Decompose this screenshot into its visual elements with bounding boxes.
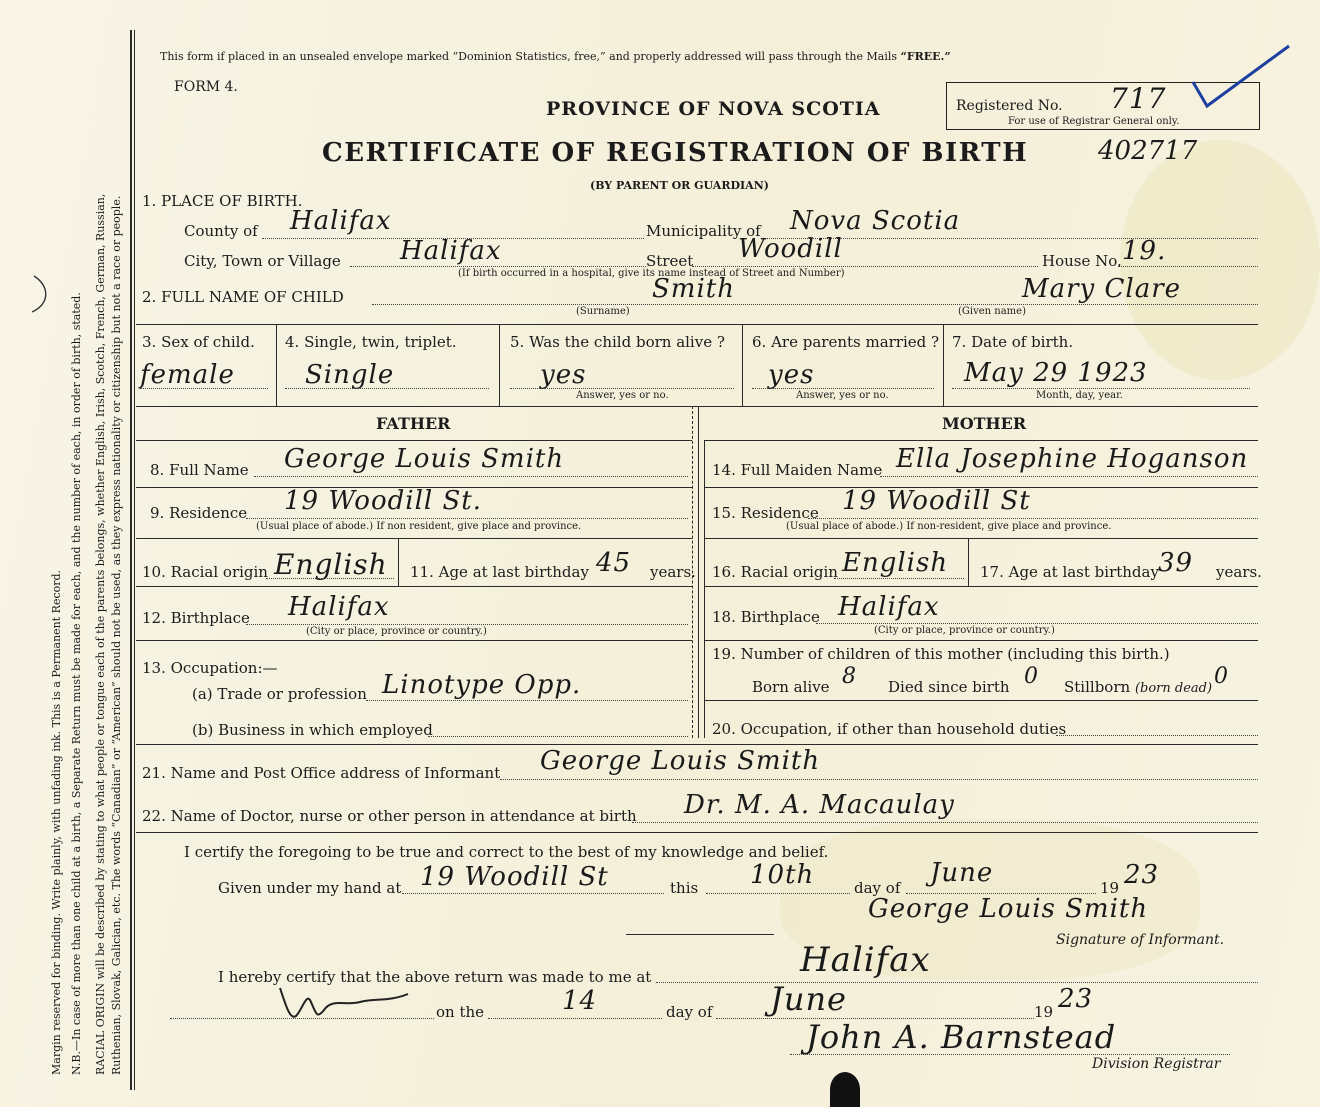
stillborn-label: Stillborn (born dead) — [1064, 678, 1213, 696]
born-alive-value: yes — [540, 360, 587, 390]
margin-rule — [130, 30, 132, 1090]
registrar-note: For use of Registrar General only. — [1008, 116, 1180, 127]
informant-signature: George Louis Smith — [868, 894, 1149, 924]
child-surname: Smith — [652, 274, 735, 304]
mother-name-value: Ella Josephine Hoganson — [896, 444, 1249, 474]
subtitle: (BY PARENT OR GUARDIAN) — [590, 179, 769, 192]
given-under-label: Given under my hand at — [218, 879, 402, 897]
house-label: House No. — [1042, 252, 1122, 270]
father-name-label: 8. Full Name — [150, 461, 249, 479]
registrar-certify-label: I hereby certify that the above return was made to me at — [218, 968, 652, 986]
mother-residence-value: 19 Woodill St — [842, 486, 1031, 516]
sex-label: 3. Sex of child. — [142, 333, 255, 351]
born-alive-count-value: 8 — [842, 664, 857, 689]
margin-instruction-3: RACIAL ORIGIN will be described by stating to what people or tongue each of the parents belongs, whether English, Irish, Scotch, French, German, Russian, — [94, 193, 107, 1075]
married-caption: Answer, yes or no. — [796, 390, 889, 401]
mother-residence-label: 15. Residence — [712, 504, 819, 522]
street-value: Woodill — [738, 234, 843, 264]
father-birthplace-value: Halifax — [288, 592, 390, 622]
stillborn-value: 0 — [1214, 664, 1229, 689]
child-given-name: Mary Clare — [1022, 274, 1182, 304]
given-name-caption: (Given name) — [958, 306, 1026, 317]
registration-day-value: 14 — [562, 986, 598, 1016]
trade-value: Linotype Opp. — [382, 670, 582, 700]
registration-year-value: 23 — [1058, 984, 1094, 1014]
sex-value: female — [140, 360, 235, 390]
city-value: Halifax — [400, 236, 502, 266]
business-label: (b) Business in which employed — [192, 721, 433, 739]
father-residence-value: 19 Woodill St. — [284, 486, 482, 516]
mother-name-label: 14. Full Maiden Name — [712, 461, 883, 479]
mother-racial-label: 16. Racial origin — [712, 563, 838, 581]
on-the-label: on the — [436, 1003, 485, 1021]
city-label: City, Town or Village — [184, 252, 341, 270]
mother-abode-caption: (Usual place of abode.) If non-resident, give place and province. — [786, 521, 1112, 532]
reg-day-of-label: day of — [666, 1003, 713, 1021]
child-name-label: 2. FULL NAME OF CHILD — [142, 288, 344, 306]
mother-age-value: 39 — [1158, 548, 1194, 578]
day-of-label: day of — [854, 879, 901, 897]
registrar-signature: John A. Barnstead — [806, 1018, 1117, 1056]
children-count-label: 19. Number of children of this mother (including this birth.) — [712, 645, 1170, 663]
doctor-value: Dr. M. A. Macaulay — [684, 790, 955, 820]
given-year-value: 23 — [1124, 860, 1160, 890]
registrar-place-value: Halifax — [800, 940, 931, 980]
given-day-value: 10th — [750, 860, 815, 890]
checkmark-icon — [1185, 42, 1295, 114]
father-birthplace-label: 12. Birthplace — [142, 609, 250, 627]
certify-statement: I certify the foregoing to be true and correct to the best of my knowledge and belief. — [184, 843, 829, 861]
dob-caption: Month, day, year. — [1036, 390, 1123, 401]
father-residence-label: 9. Residence — [150, 504, 248, 522]
mail-note: This form if placed in an unsealed envelope marked “Dominion Statistics, free,” and properly addressed will pass through the Mails “FREE.” — [160, 50, 951, 63]
born-alive-count-label: Born alive — [752, 678, 830, 696]
born-alive-label: 5. Was the child born alive ? — [510, 333, 725, 351]
given-place-value: 19 Woodill St — [420, 862, 609, 892]
father-racial-label: 10. Racial origin — [142, 563, 268, 581]
father-age-value: 45 — [596, 548, 632, 578]
county-value: Halifax — [290, 206, 392, 236]
house-value: 19. — [1122, 236, 1167, 266]
reg-year-prefix: 19 — [1034, 1003, 1054, 1021]
place-of-birth-label: 1. PLACE OF BIRTH. — [142, 192, 303, 210]
mother-birthplace-caption: (City or place, province or country.) — [874, 625, 1055, 636]
father-racial-value: English — [274, 548, 388, 581]
hospital-note: (If birth occurred in a hospital, give its name instead of Street and Number) — [458, 268, 845, 279]
father-heading: FATHER — [376, 414, 451, 433]
father-years-label: years. — [650, 563, 696, 581]
birth-type-label: 4. Single, twin, triplet. — [285, 333, 457, 351]
date-of-birth-label: 7. Date of birth. — [952, 333, 1074, 351]
died-value: 0 — [1024, 664, 1039, 689]
municipality-label: Municipality of — [646, 222, 761, 240]
surname-caption: (Surname) — [576, 306, 630, 317]
father-age-label: 11. Age at last birthday — [410, 563, 589, 581]
this-label: this — [670, 879, 699, 897]
mother-birthplace-value: Halifax — [838, 592, 940, 622]
born-alive-caption: Answer, yes or no. — [576, 390, 669, 401]
paper-damage-mark — [830, 1072, 860, 1107]
mother-years-label: years. — [1216, 563, 1262, 581]
registered-number: 717 — [1110, 82, 1167, 115]
year-prefix: 19 — [1100, 879, 1120, 897]
given-month-value: June — [930, 858, 994, 888]
informant-value: George Louis Smith — [540, 746, 821, 776]
doctor-label: 22. Name of Doctor, nurse or other person in attendance at birth — [142, 807, 637, 825]
birth-type-value: Single — [305, 360, 395, 390]
died-label: Died since birth — [888, 678, 1010, 696]
province-heading: PROVINCE OF NOVA SCOTIA — [546, 98, 881, 120]
binding-mark — [20, 272, 50, 316]
informant-label: 21. Name and Post Office address of Informant — [142, 764, 501, 782]
registration-month-value: June — [770, 980, 847, 1018]
mother-age-label: 17. Age at last birthday — [980, 563, 1159, 581]
county-label: County of — [184, 222, 258, 240]
parents-married-label: 6. Are parents married ? — [752, 333, 940, 351]
margin-rule — [134, 30, 135, 1090]
mother-occupation-label: 20. Occupation, if other than household duties — [712, 720, 1067, 738]
certificate-number: 402717 — [1098, 136, 1198, 166]
registrar-initials — [276, 976, 416, 1026]
form-number: FORM 4. — [174, 79, 238, 95]
trade-label: (a) Trade or profession — [192, 685, 367, 703]
mother-heading: MOTHER — [942, 414, 1027, 433]
father-birthplace-caption: (City or place, province or country.) — [306, 626, 487, 637]
registrar-caption: Division Registrar — [1092, 1056, 1221, 1072]
signature-caption: Signature of Informant. — [1056, 932, 1225, 948]
margin-instruction-4: Ruthenian, Slovak, Galician, etc. The words “Canadian” or “American” should not be used, as they express nationality or citizenship but not a race or people. — [110, 195, 123, 1075]
father-name-value: George Louis Smith — [284, 444, 565, 474]
certificate-title: CERTIFICATE OF REGISTRATION OF BIRTH — [322, 138, 1029, 168]
margin-instruction-1: Margin reserved for binding. Write plainly, with unfading ink. This is a Permanent Record. — [50, 569, 63, 1075]
date-of-birth-value: May 29 1923 — [964, 358, 1148, 388]
mother-birthplace-label: 18. Birthplace — [712, 608, 820, 626]
father-occupation-label: 13. Occupation:— — [142, 659, 278, 677]
municipality-value: Nova Scotia — [790, 206, 961, 236]
margin-instruction-2: N.B.—In case of more than one child at a birth, a Separate Return must be made for each, and the number of each, in order of birth, stated. — [70, 292, 83, 1075]
registered-label: Registered No. — [956, 98, 1063, 114]
father-abode-caption: (Usual place of abode.) If non resident, give place and province. — [256, 521, 582, 532]
street-label: Street — [646, 252, 694, 270]
parents-married-value: yes — [768, 360, 815, 390]
mother-racial-value: English — [842, 548, 949, 578]
